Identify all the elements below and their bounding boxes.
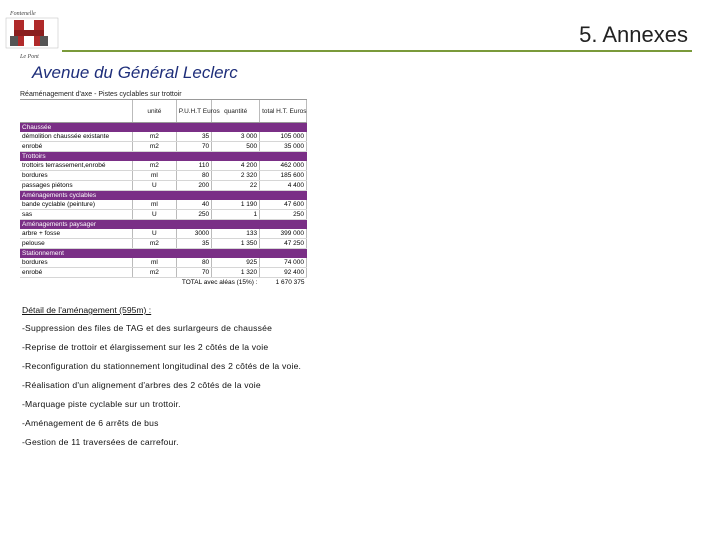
row-label: bordures — [20, 258, 133, 268]
table-row — [20, 161, 307, 171]
row-unit: U — [133, 210, 177, 220]
header-total: total H.T. Euros — [260, 100, 307, 123]
table-row — [20, 268, 307, 278]
row-total: 250 — [260, 210, 307, 220]
row-label: trottoirs terrassement,enrobé — [20, 161, 133, 171]
row-quantity: 2 320 — [212, 171, 260, 181]
row-unit-price: 70 — [176, 142, 211, 152]
row-total: 399 000 — [260, 229, 307, 239]
table-row — [20, 239, 307, 249]
row-total: 92 400 — [260, 268, 307, 278]
svg-text:Fontenelle: Fontenelle — [10, 11, 36, 17]
details-list — [22, 323, 301, 447]
row-quantity: 1 190 — [212, 200, 260, 210]
row-label: bande cyclable (peinture) — [20, 200, 133, 210]
row-unit-price: 35 — [176, 239, 211, 249]
page-subtitle: Avenue du Général Leclerc — [32, 63, 238, 82]
row-label: sas — [20, 210, 133, 220]
row-unit-price: 110 — [176, 161, 211, 171]
details-line: -Suppression des files de TAG et des surlargeurs de chaussée — [22, 323, 273, 333]
table-section-row — [20, 249, 307, 259]
table-row — [20, 171, 307, 181]
row-total: 47 600 — [260, 200, 307, 210]
row-total: 35 000 — [260, 142, 307, 152]
details-title: Détail de l'aménagement (595m) : — [22, 305, 152, 315]
row-label: passages piétons — [20, 181, 133, 191]
table-row — [20, 200, 307, 210]
row-unit: m2 — [133, 239, 177, 249]
table-body — [20, 123, 307, 288]
total-value: 1 670 375 — [275, 279, 305, 286]
row-quantity: 925 — [212, 258, 260, 268]
row-label: bordures — [20, 171, 133, 181]
details-line: -Reconfiguration du stationnement longitudinal des 2 côtés de la voie. — [22, 361, 302, 371]
row-unit: m2 — [133, 132, 177, 142]
total-label: TOTAL avec aléas (15%) : — [181, 279, 258, 286]
slide-title: 5. Annexes — [579, 22, 688, 47]
table-row — [20, 258, 307, 268]
row-quantity: 500 — [212, 142, 260, 152]
details-line: -Gestion de 11 traversées de carrefour. — [22, 437, 179, 447]
svg-text:Le Pont: Le Pont — [20, 54, 39, 60]
cost-table-container — [20, 90, 307, 287]
row-unit: U — [133, 181, 177, 191]
row-unit-price: 80 — [176, 171, 211, 181]
table-row — [20, 181, 307, 191]
row-label: arbre + fosse — [20, 229, 133, 239]
table-section-row — [20, 191, 307, 201]
row-unit: U — [133, 229, 177, 239]
details-line: -Aménagement de 6 arrêts de bus — [22, 418, 159, 428]
row-total: 105 000 — [260, 132, 307, 142]
row-total: 4 400 — [260, 181, 307, 191]
row-quantity: 4 200 — [212, 161, 260, 171]
table-row — [20, 229, 307, 239]
row-total: 74 000 — [260, 258, 307, 268]
table-row — [20, 142, 307, 152]
row-quantity: 1 320 — [212, 268, 260, 278]
row-label: enrobé — [20, 268, 133, 278]
details-line: -Réalisation d'un alignement d'arbres des 2 côtés de la voie — [22, 380, 261, 390]
header-label — [20, 100, 133, 123]
header-quantity: quantité — [212, 100, 260, 123]
row-quantity: 3 000 — [212, 132, 260, 142]
row-unit-price: 250 — [176, 210, 211, 220]
row-label: démolition chaussée existante — [20, 132, 133, 142]
row-quantity: 1 350 — [212, 239, 260, 249]
row-unit-price: 70 — [176, 268, 211, 278]
row-quantity: 22 — [212, 181, 260, 191]
row-label: enrobé — [20, 142, 133, 152]
row-unit: ml — [133, 258, 177, 268]
row-unit: m2 — [133, 268, 177, 278]
section-label: Aménagements paysager — [20, 220, 307, 230]
row-unit-price: 200 — [176, 181, 211, 191]
table-header-row — [20, 100, 307, 123]
municipal-logo — [4, 6, 60, 62]
row-unit-price: 40 — [176, 200, 211, 210]
row-total: 185 600 — [260, 171, 307, 181]
table-total-row — [20, 278, 307, 288]
details-section — [22, 305, 301, 456]
table-section-row — [20, 220, 307, 230]
row-total: 47 250 — [260, 239, 307, 249]
row-unit: m2 — [133, 161, 177, 171]
header-unit: unité — [133, 100, 177, 123]
section-label: Chaussée — [20, 123, 307, 133]
table-section-row — [20, 123, 307, 133]
table-caption: Réaménagement d'axe - Pistes cyclables sur trottoir — [20, 90, 307, 100]
row-unit: m2 — [133, 142, 177, 152]
header-unit-price: P.U.H.T Euros — [176, 100, 211, 123]
title-rule — [62, 50, 692, 52]
row-unit: ml — [133, 171, 177, 181]
row-unit-price: 80 — [176, 258, 211, 268]
details-line: -Marquage piste cyclable sur un trottoir. — [22, 399, 181, 409]
table-section-row — [20, 152, 307, 162]
row-unit: ml — [133, 200, 177, 210]
row-unit-price: 3000 — [176, 229, 211, 239]
section-label: Trottoirs — [20, 152, 307, 162]
table-row — [20, 210, 307, 220]
section-label: Stationnement — [20, 249, 307, 259]
details-line: -Reprise de trottoir et élargissement sur les 2 côtés de la voie — [22, 342, 269, 352]
section-label: Aménagements cyclables — [20, 191, 307, 201]
row-label: pelouse — [20, 239, 133, 249]
row-quantity: 1 — [212, 210, 260, 220]
row-unit-price: 35 — [176, 132, 211, 142]
table-row — [20, 132, 307, 142]
row-quantity: 133 — [212, 229, 260, 239]
row-total: 462 000 — [260, 161, 307, 171]
cost-table — [20, 100, 307, 287]
